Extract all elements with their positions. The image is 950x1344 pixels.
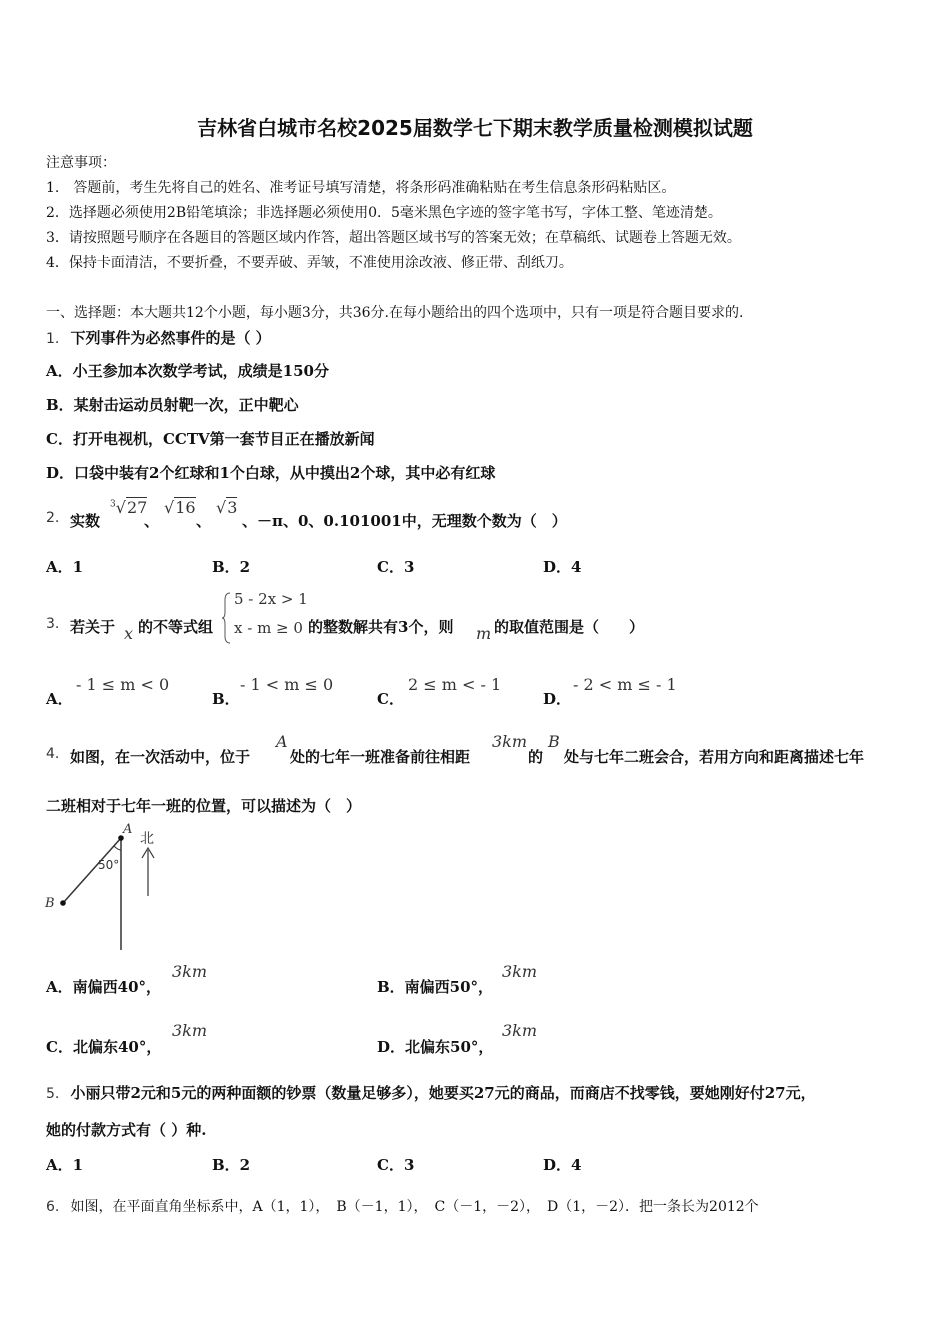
inequality-1: 5 - 2x > 1 [234, 590, 308, 608]
question-number: 6. [46, 1199, 60, 1215]
question-tail: 的取值范围是（ ） [494, 618, 645, 636]
question-mid-2: 的整数解共有3个，则 [308, 618, 454, 636]
question-number: 1. [46, 331, 60, 347]
q2-option-b: B．2 [212, 558, 251, 576]
question-3 [46, 588, 846, 648]
q3-option-c-expr: 2 ≤ m < - 1 [408, 675, 502, 694]
section-heading: 一、选择题：本大题共12个小题，每小题3分，共36分.在每小题给出的四个选项中，只有一项是符合题目要求的. [46, 305, 744, 321]
question-text: 如图，在平面直角坐标系中，A（1，1）， B（－1，1）， C（－1，－2）， D（1，－2）．把一条长为2012个 [70, 1199, 759, 1215]
question-lead: 实数 [70, 512, 101, 530]
radicand: 16 [175, 498, 196, 517]
question-stem: 下列事件为必然事件的是（ ） [70, 329, 271, 347]
q4-option-a-unit: 3km [172, 962, 208, 981]
radicand: 3 [227, 498, 238, 517]
separator: 、 [144, 512, 160, 530]
notice-item-1: 1. 答题前，考生先将自己的姓名、准考证号填写清楚，将条形码准确粘贴在考生信息条形码粘贴区。 [46, 180, 676, 196]
question-mid: 的不等式组 [138, 618, 214, 636]
sqrt-16: √16 [164, 498, 196, 517]
q1-option-d: D．口袋中装有2个红球和1个白球，从中摸出2个球，其中必有红球 [46, 464, 496, 482]
figure-label-b: B [45, 896, 55, 911]
question-4 [46, 730, 926, 766]
question-text-1: 如图，在一次活动中，位于 [70, 748, 251, 766]
q2-option-a: A．1 [46, 558, 84, 576]
direction-figure [40, 822, 180, 954]
angle-label: 50° [98, 858, 120, 872]
question-tail: 、－π、0、0.101001中，无理数个数为（ ） [242, 512, 567, 530]
q1-option-b: B．某射击运动员射靶一次，正中靶心 [46, 396, 299, 414]
q5-option-a: A．1 [46, 1156, 84, 1174]
q3-option-b-label: B． [212, 690, 240, 708]
question-5-line-2: 她的付款方式有（ ）种. [46, 1121, 207, 1139]
q4-option-a: A．南偏西40°， [46, 978, 162, 996]
root-index: 3 [110, 499, 116, 510]
sqrt-3: √3 [216, 498, 238, 517]
q2-option-c: C．3 [377, 558, 415, 576]
radicand: 27 [126, 498, 148, 517]
notice-item-2: 2．选择题必须使用2B铅笔填涂；非选择题必须使用0．5毫米黑色字迹的签字笔书写，字体工整、笔迹清楚。 [46, 205, 722, 221]
q1-option-c: C．打开电视机，CCTV第一套节目正在播放新闻 [46, 430, 375, 448]
question-lead: 若关于 [70, 618, 116, 636]
q5-option-d: D．4 [543, 1156, 582, 1174]
question-6 [46, 1196, 759, 1216]
variable-m: m [476, 624, 492, 643]
question-4-line-2: 二班相对于七年一班的位置，可以描述为（ ） [46, 797, 362, 815]
q3-option-c-label: C． [377, 690, 404, 708]
q5-option-c: C．3 [377, 1156, 415, 1174]
q4-option-c-unit: 3km [172, 1021, 208, 1040]
q2-option-d: D．4 [543, 558, 582, 576]
q4-option-c: C．北偏东40°， [46, 1038, 162, 1056]
north-label: 北 [140, 831, 154, 847]
variable-x: x [124, 624, 134, 643]
q3-option-b-expr: - 1 < m ≤ 0 [240, 675, 334, 694]
question-text-2: 处的七年一班准备前往相距 [290, 748, 471, 766]
q4-option-d: D．北偏东50°， [377, 1038, 494, 1056]
cube-root-27: $^3$√27 [110, 498, 148, 517]
q3-option-a-label: A． [46, 690, 73, 708]
figure-label-a: A [123, 822, 133, 837]
question-1 [46, 327, 271, 348]
question-text-4: 处与七年二班会合，若用方向和距离描述七年 [564, 748, 865, 766]
q4-option-d-unit: 3km [502, 1021, 538, 1040]
question-number: 3. [46, 616, 60, 632]
question-text-3: 的 [528, 748, 544, 766]
direction-diagram [40, 822, 180, 954]
q1-option-a: A．小王参加本次数学考试，成绩是150分 [46, 362, 329, 380]
notice-item-4: 4．保持卡面清洁，不要折叠，不要弄破、弄皱，不准使用涂改液、修正带、刮纸刀。 [46, 255, 573, 271]
question-number: 4. [46, 746, 60, 762]
notice-item-3: 3．请按照题号顺序在各题目的答题区域内作答，超出答题区域书写的答案无效；在草稿纸、试题卷上答题无效。 [46, 230, 741, 246]
distance: 3km [492, 732, 528, 751]
notice-heading: 注意事项： [46, 155, 116, 171]
question-text-1: 小丽只带2元和5元的两种面额的钞票（数量足够多），她要买27元的商品，而商店不找零钱，要她刚好付27元， [70, 1084, 816, 1102]
question-5 [46, 1082, 816, 1103]
q3-option-a-expr: - 1 ≤ m < 0 [76, 675, 170, 694]
q4-option-b-unit: 3km [502, 962, 538, 981]
inequality-2: x - m ≥ 0 [234, 619, 303, 637]
point-a: A [276, 732, 288, 751]
q3-option-d-label: D． [543, 690, 572, 708]
page-title: 吉林省白城市名校2025届数学七下期末教学质量检测模拟试题 [197, 116, 753, 140]
question-number: 2. [46, 510, 60, 526]
q5-option-b: B．2 [212, 1156, 251, 1174]
point-b: B [548, 732, 560, 751]
brace-icon [222, 592, 232, 644]
q3-option-d-expr: - 2 < m ≤ - 1 [573, 675, 677, 694]
q4-option-b: B．南偏西50°， [377, 978, 494, 996]
separator: 、 [196, 512, 212, 530]
question-number: 5. [46, 1086, 60, 1102]
